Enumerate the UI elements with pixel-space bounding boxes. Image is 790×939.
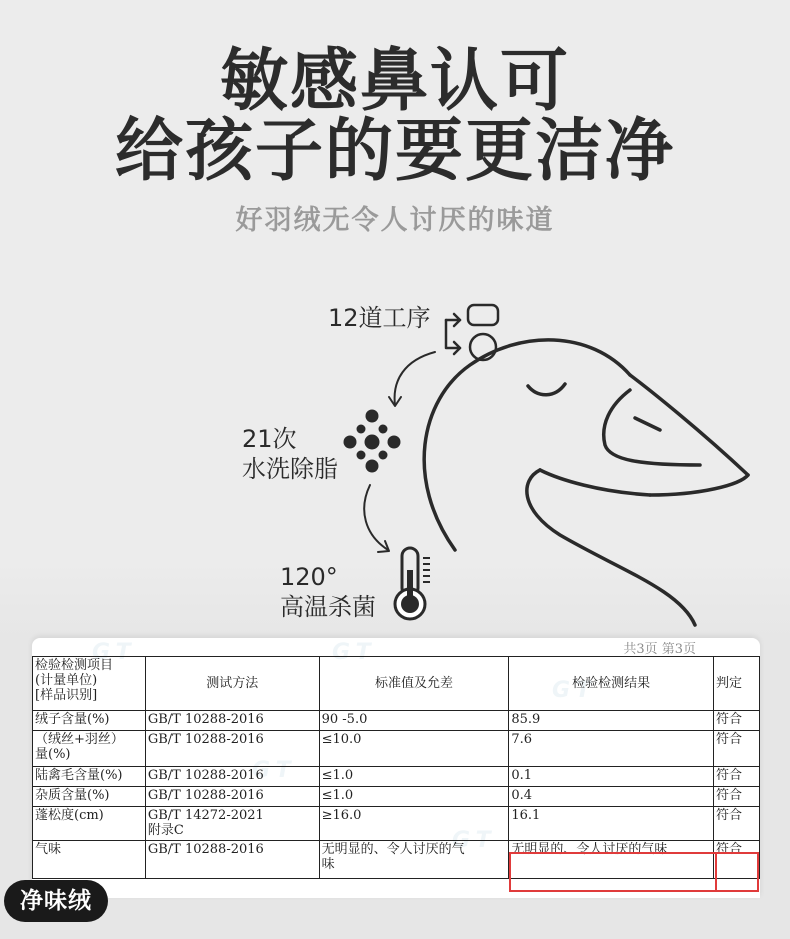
cell-method: GB/T 10288-2016: [145, 767, 319, 787]
table-row: [33, 731, 760, 767]
cell-method: GB/T 10288-2016: [145, 841, 319, 879]
goose-icon: [424, 340, 748, 625]
cell-result: 0.1: [509, 767, 714, 787]
header-result: 检验检测结果: [509, 657, 714, 711]
subtitle: 好羽绒无令人讨厌的味道: [235, 205, 555, 236]
report-watermark: GT: [452, 828, 497, 853]
cell-judgement: 符合: [714, 767, 760, 787]
step-wash-label: 水洗除脂: [242, 455, 338, 483]
wash-dots-icon: [344, 410, 401, 473]
cell-item: 杂质含量(%): [33, 787, 146, 807]
cell-result: 85.9: [509, 711, 714, 731]
report-watermark: GT: [92, 640, 137, 665]
cell-method: GB/T 10288-2016: [145, 711, 319, 731]
cell-standard: ≥16.0: [319, 807, 509, 841]
step-wash-count: 21次: [242, 425, 297, 453]
cell-method: GB/T 14272-2021 附录C: [145, 807, 319, 841]
cell-result: 无明显的、令人讨厌的气味: [509, 841, 714, 879]
curved-arrow-icon: [364, 485, 389, 552]
report-watermark: GT: [552, 678, 597, 703]
curved-arrow-icon: [389, 352, 435, 406]
table-row: [33, 841, 760, 879]
report-table: [32, 656, 760, 879]
headline-line-2: 给孩子的要更洁净: [114, 112, 675, 191]
test-report-document: [32, 638, 760, 898]
cell-item: （绒丝+羽丝） 量(%): [33, 731, 146, 767]
cell-judgement: 符合: [714, 711, 760, 731]
goose-process-illustration: [0, 280, 790, 640]
clean-down-badge: 净味绒: [4, 880, 108, 922]
table-row: [33, 807, 760, 841]
report-page-info: 共3页 第3页: [623, 642, 696, 657]
header-judgement: 判定: [714, 657, 760, 711]
cell-judgement: 符合: [714, 807, 760, 841]
cell-result: 16.1: [509, 807, 714, 841]
cell-standard: ≤1.0: [319, 787, 509, 807]
cell-standard: 无明显的、令人讨厌的气 味: [319, 841, 509, 879]
step-temperature-value: 120°: [280, 563, 338, 591]
table-row: [33, 787, 760, 807]
step-process-label: 12道工序: [328, 304, 431, 332]
cell-standard: ≤1.0: [319, 767, 509, 787]
report-watermark: GT: [252, 758, 297, 783]
cell-judgement: 符合: [714, 787, 760, 807]
cell-result: 7.6: [509, 731, 714, 767]
headline-line-1: 敏感鼻认可: [219, 42, 570, 121]
table-row: [33, 767, 760, 787]
header-method: 测试方法: [145, 657, 319, 711]
cell-judgement: 符合: [714, 731, 760, 767]
cell-item: 陆禽毛含量(%): [33, 767, 146, 787]
report-watermark: GT: [332, 640, 377, 665]
cell-item: 绒子含量(%): [33, 711, 146, 731]
cell-method: GB/T 10288-2016: [145, 731, 319, 767]
cell-standard: 90 -5.0: [319, 711, 509, 731]
cell-method: GB/T 10288-2016: [145, 787, 319, 807]
report-header-row: [33, 657, 760, 711]
cell-judgement: 符合: [714, 841, 760, 879]
cell-item: 气味: [33, 841, 146, 879]
header-standard: 标准值及允差: [319, 657, 509, 711]
header-item: 检验检测项目 (计量单位) [样品识别]: [33, 657, 146, 711]
cell-standard: ≤10.0: [319, 731, 509, 767]
cell-result: 0.4: [509, 787, 714, 807]
thermometer-icon: [395, 548, 430, 619]
cell-item: 蓬松度(cm): [33, 807, 146, 841]
table-row: [33, 711, 760, 731]
step-sterilize-label: 高温杀菌: [280, 593, 376, 621]
